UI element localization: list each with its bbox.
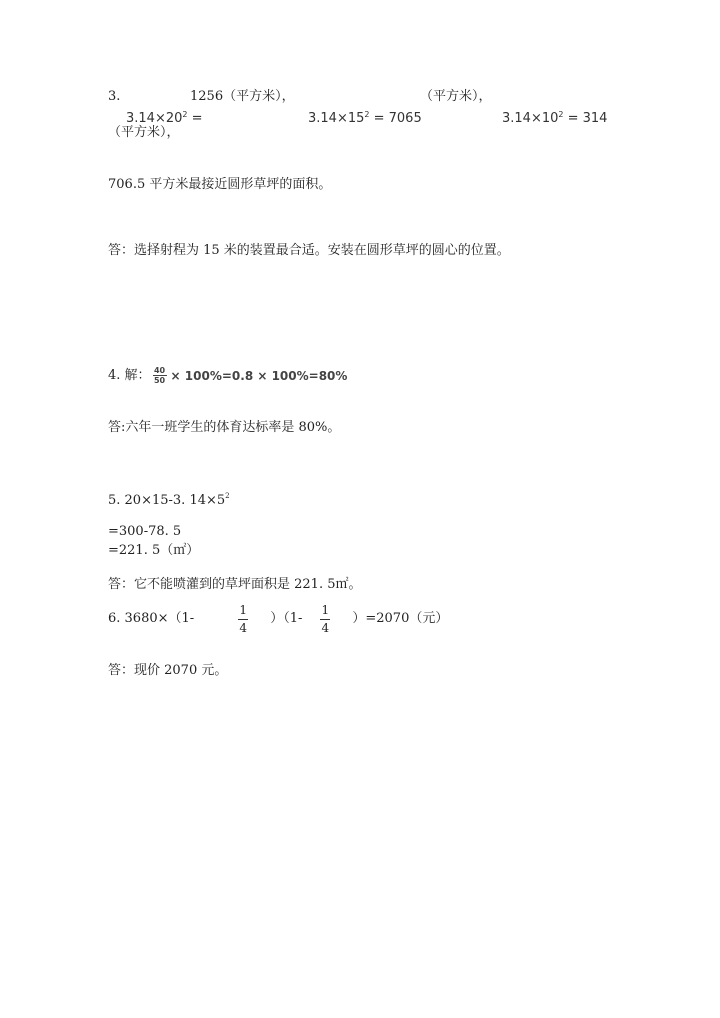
q3-answer: 答：选择射程为 15 米的装置最合适。安装在圆形草坪的圆心的位置。	[108, 243, 510, 258]
q6-middle: ）（1-	[270, 611, 303, 626]
q6-fraction-2	[320, 604, 330, 635]
q6-fraction-1	[238, 604, 248, 635]
q5-answer: 答：它不能喷灌到的草坪面积是 221. 5㎡。	[108, 577, 362, 592]
q6-fraction-1-denominator: 4	[239, 620, 247, 635]
q3-expression-1: $3.14\times 20^2$ =	[126, 110, 203, 126]
q6-equation	[108, 603, 448, 635]
q3-expression-2: $3.14\times 15^2 = 7065$	[308, 110, 422, 126]
q5-line-2: =300-78. 5	[108, 524, 182, 539]
q6-fraction-2-numerator: 1	[321, 602, 330, 617]
q4-label: 4. 解：	[108, 367, 151, 383]
q5-line-1: 5. 20×15-3. $14\times 5^2$	[108, 492, 230, 508]
q3-area3-unit: （平方米），	[108, 125, 180, 140]
q3-area1-value: 1256（平方米），	[190, 89, 295, 104]
q3-area2-unit: （平方米），	[420, 89, 492, 104]
q6-answer: 答：现价 2070 元。	[108, 663, 228, 678]
q4-fraction-numerator: 40	[153, 366, 166, 375]
q3-closest-statement: 706.5 平方米最接近圆形草坪的面积。	[108, 177, 332, 192]
q3-number: 3.	[108, 89, 121, 104]
q4-fraction-denominator: 50	[153, 376, 166, 385]
q3-expression-3: $3.14\times 10^2 = 314$	[502, 110, 608, 126]
q4-fraction	[153, 366, 167, 385]
q4-equation: × 100%=0.8 × 100%=80%	[170, 368, 348, 383]
q6-suffix: ）=2070（元）	[352, 611, 449, 626]
q6-fraction-1-numerator: 1	[239, 602, 247, 617]
q6-prefix: 6. 3680×（1-	[108, 611, 195, 626]
q4-answer: 答:六年一班学生的体育达标率是 80%。	[108, 420, 341, 435]
q4-solution	[108, 366, 347, 385]
q5-line-3: =221. 5（㎡）	[108, 543, 200, 558]
q6-fraction-2-denominator: 4	[321, 620, 330, 635]
